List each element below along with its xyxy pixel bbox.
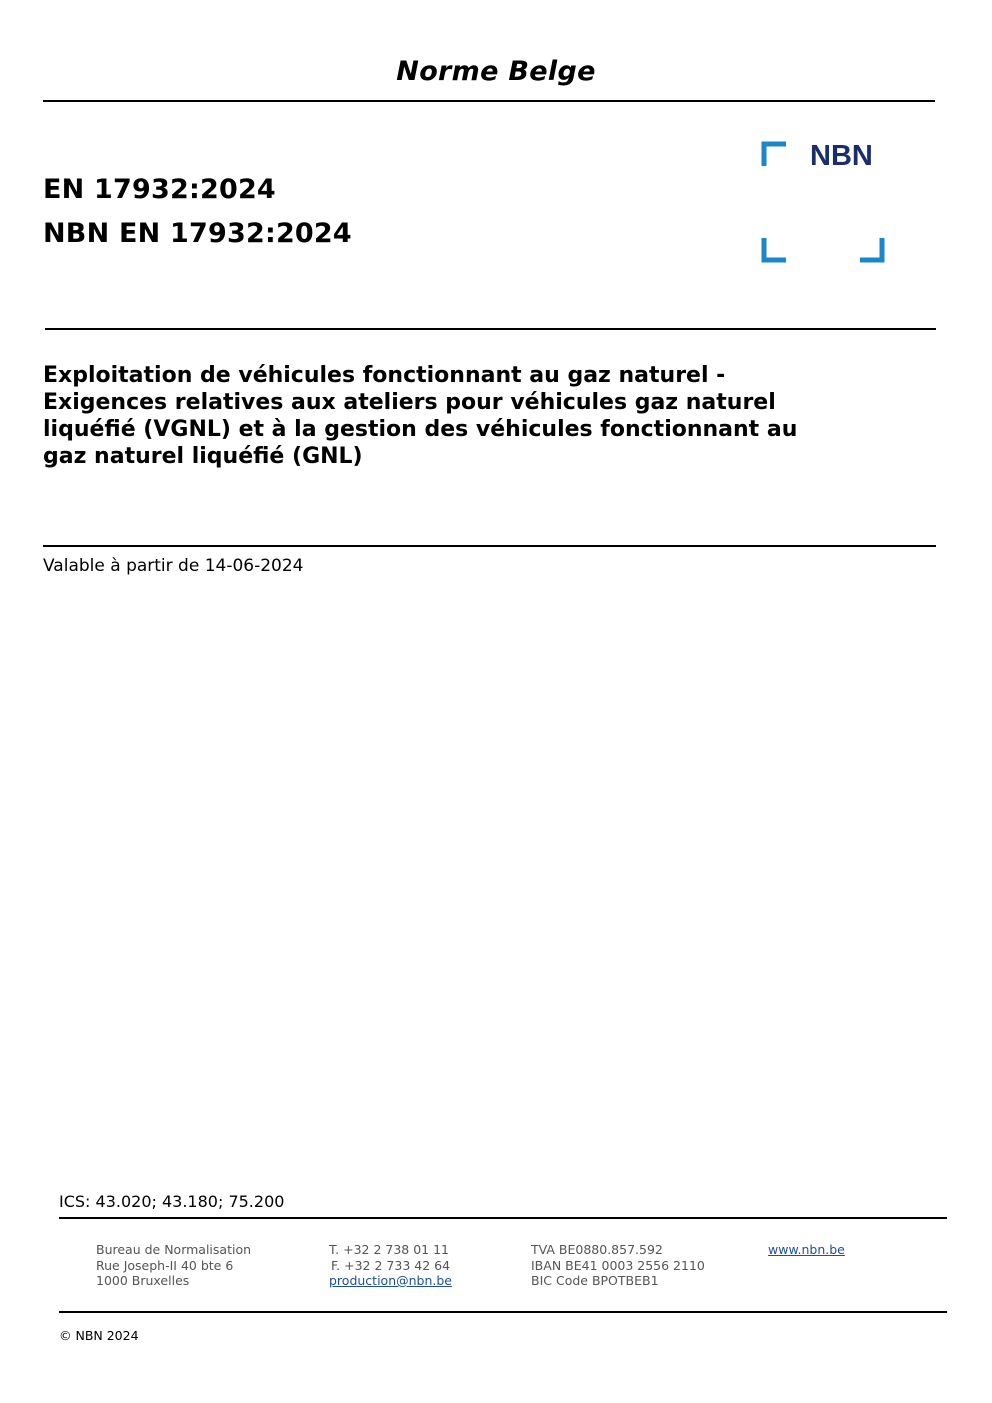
contact-bank-block <box>531 1242 705 1289</box>
address-line: 1000 Bruxelles <box>96 1273 190 1288</box>
logo-bracket-bottom-right <box>860 238 882 260</box>
logo-bracket-top-left <box>764 144 786 166</box>
validity-divider <box>43 545 936 547</box>
address-line: Bureau de Normalisation <box>96 1242 252 1257</box>
title-top-divider <box>45 328 936 330</box>
logo-text: NBN <box>810 140 873 172</box>
iban-number: IBAN BE41 0003 2556 2110 <box>531 1257 705 1273</box>
bic-code: BIC Code BPOTBEB1 <box>531 1273 659 1288</box>
nbn-logo <box>760 138 890 268</box>
footer-top-divider <box>59 1217 947 1219</box>
standard-code-nbn: NBN EN 17932:2024 <box>43 218 352 249</box>
vat-number: TVA BE0880.857.592 <box>531 1242 663 1257</box>
address-line: Rue Joseph-II 40 bte 6 <box>96 1257 234 1273</box>
logo-bracket-bottom-left <box>764 238 786 260</box>
document-title-line: liquéfié (VGNL) et à la gestion des véhicules fonctionnant au <box>43 417 798 442</box>
header-divider <box>43 100 935 102</box>
ics-codes: ICS: 43.020; 43.180; 75.200 <box>59 1192 285 1211</box>
document-title-line: Exploitation de véhicules fonctionnant au gaz naturel - <box>43 363 726 388</box>
contact-address <box>96 1242 251 1289</box>
document-title-line: gaz naturel liquéfié (GNL) <box>43 444 363 469</box>
document-title <box>43 362 923 470</box>
fax-number: F. +32 2 733 42 64 <box>331 1257 451 1273</box>
website-link[interactable]: www.nbn.be <box>768 1242 845 1257</box>
standard-code-en: EN 17932:2024 <box>43 174 276 205</box>
email-link[interactable]: production@nbn.be <box>329 1273 452 1288</box>
document-title-line: Exigences relatives aux ateliers pour véhicules gaz naturel <box>43 390 776 415</box>
phone-number: T. +32 2 738 01 11 <box>329 1242 449 1257</box>
copyright-notice: © NBN 2024 <box>59 1328 139 1343</box>
contact-web-block <box>768 1242 845 1258</box>
validity-date: Valable à partir de 14-06-2024 <box>43 556 304 576</box>
footer-bottom-divider <box>59 1311 947 1313</box>
page-header-title: Norme Belge <box>396 56 596 87</box>
contact-phone-block <box>329 1242 452 1289</box>
